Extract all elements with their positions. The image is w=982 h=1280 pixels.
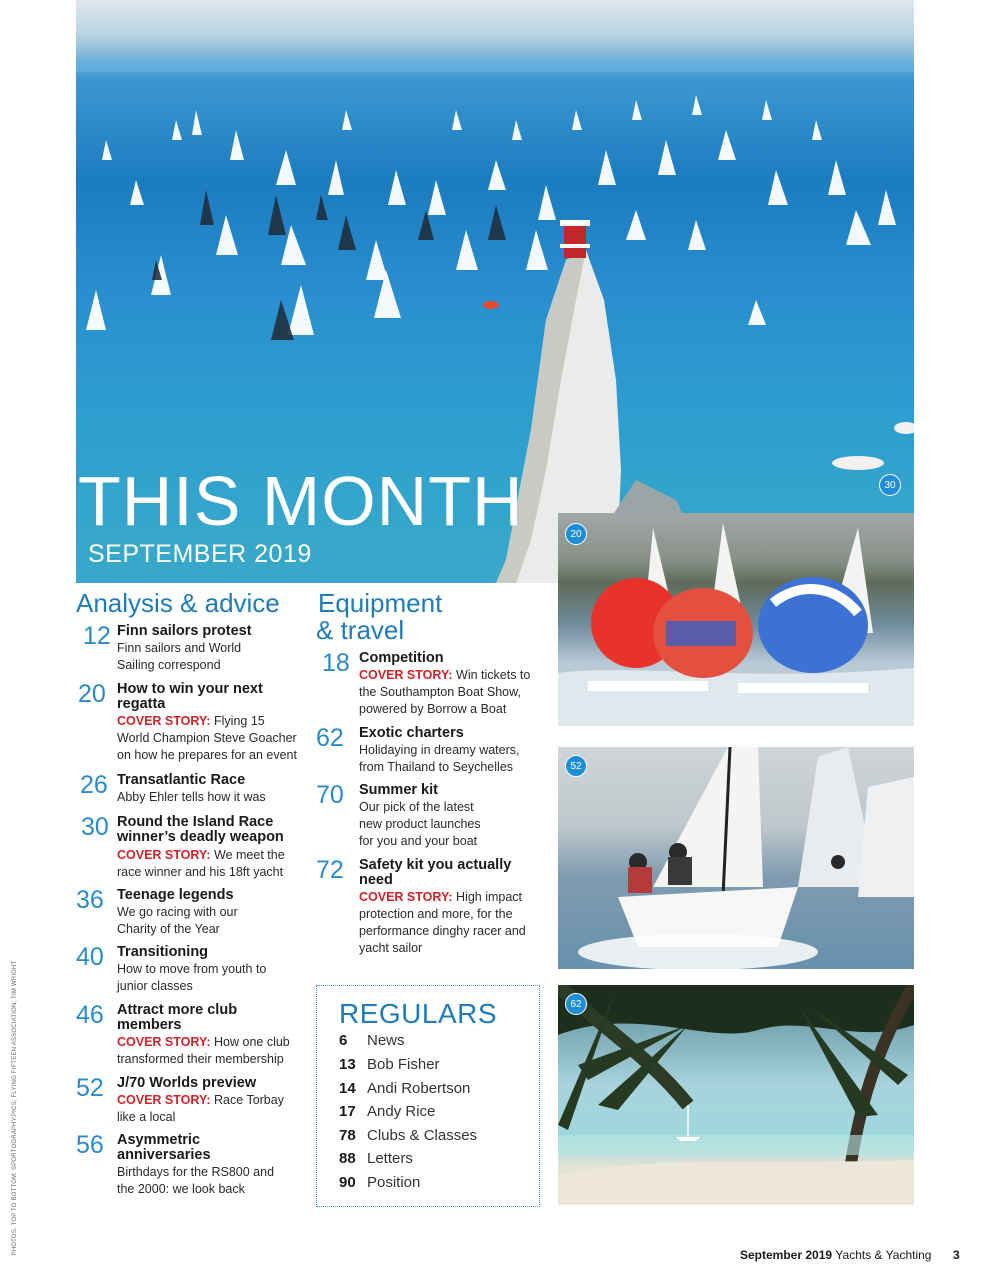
regular-name: Bob Fisher: [367, 1056, 440, 1073]
article-desc: We meet the race winner and his 18ft yacht: [117, 848, 285, 879]
regulars-heading: REGULARS: [339, 998, 498, 1029]
analysis-heading: Analysis & advice: [76, 588, 280, 618]
regular-name: Letters: [367, 1150, 413, 1167]
cover-story-label: COVER STORY:: [359, 890, 453, 904]
article-title: Transatlantic Race: [117, 772, 246, 788]
page-number: 46: [76, 1001, 104, 1029]
equipment-heading: Equipment: [318, 588, 443, 618]
page-badge: 20: [565, 523, 587, 545]
page-number: 14: [339, 1080, 356, 1097]
regular-name: News: [367, 1032, 405, 1049]
page-number: 40: [76, 943, 104, 971]
regulars-box: [316, 985, 540, 1207]
hero-photo: [76, 0, 914, 583]
page-number: 30: [81, 813, 109, 841]
cover-story-label: COVER STORY:: [117, 714, 211, 728]
regulars-item[interactable]: [339, 1127, 477, 1144]
page-number: 90: [339, 1174, 356, 1191]
regular-name: Andi Robertson: [367, 1080, 471, 1097]
article-title: Finn sailors protest: [117, 623, 252, 639]
article-desc: How one club transformed their membership: [117, 1035, 290, 1066]
page-number: 52: [76, 1074, 104, 1102]
page-number: 36: [76, 886, 104, 914]
page-number: 62: [316, 724, 344, 752]
beach-photo: [558, 985, 914, 1205]
regulars-item[interactable]: [339, 1174, 420, 1191]
lighthouse: [564, 222, 586, 258]
cover-story-label: COVER STORY:: [359, 668, 453, 682]
regulars-item[interactable]: [339, 1032, 405, 1049]
regulars-item[interactable]: [339, 1103, 435, 1120]
article-desc: High impact protection and more, for the performance dinghy racer and yacht sailor: [359, 890, 526, 955]
regular-name: Position: [367, 1174, 421, 1191]
regulars-item[interactable]: [339, 1150, 413, 1167]
dinghy-photo: [558, 513, 914, 726]
regulars-item[interactable]: [339, 1056, 440, 1073]
article-title: Safety kit you actually need: [359, 857, 512, 888]
article-desc: Abby Ehler tells how it was: [117, 790, 266, 804]
regulars-item[interactable]: [339, 1080, 470, 1097]
article-desc: Finn sailors and World Sailing correspond: [117, 641, 242, 672]
article-desc: We go racing with our Charity of the Year: [117, 905, 238, 936]
j70-photo: [558, 747, 914, 969]
footer-date: September 2019: [740, 1248, 833, 1262]
page-title: THIS MONTH: [78, 462, 524, 540]
article-desc: Birthdays for the RS800 and the 2000: we look back: [117, 1165, 275, 1196]
article-title: Round the Island Race winner’s deadly weapon: [117, 814, 284, 845]
cover-story-label: COVER STORY:: [117, 848, 211, 862]
article-desc: Win tickets to the Southampton Boat Show, powered by Borrow a Boat: [359, 668, 531, 716]
article-title: Attract more club members: [117, 1002, 238, 1033]
page-number: 12: [83, 622, 111, 650]
issue-date: SEPTEMBER 2019: [88, 540, 312, 568]
page-number: 17: [339, 1103, 356, 1120]
article-title: How to win your next regatta: [117, 681, 263, 712]
page-number: 56: [76, 1131, 104, 1159]
page-number: 6: [339, 1032, 348, 1049]
article-desc: Race Torbay like a local: [117, 1093, 284, 1124]
article-title: Exotic charters: [359, 725, 464, 741]
article-desc: Flying 15 World Champion Steve Goacher on how he prepares for an event: [117, 714, 297, 762]
page-badge: 62: [565, 993, 587, 1015]
article-title: J/70 Worlds preview: [117, 1075, 257, 1091]
page-number: 20: [78, 680, 106, 708]
page-badge: 52: [565, 755, 587, 777]
page-number: 78: [339, 1127, 356, 1144]
article-title: Asymmetric anniversaries: [117, 1132, 211, 1163]
page-number: 26: [80, 771, 108, 799]
page-number: 72: [316, 856, 344, 884]
page-footer: [740, 1248, 931, 1262]
page-number: 18: [322, 649, 350, 677]
article-desc: Our pick of the latest new product launches for you and your boat: [359, 800, 481, 848]
regular-name: Clubs & Classes: [367, 1127, 478, 1144]
equipment-heading-line2: & travel: [316, 615, 405, 645]
page-number: 88: [339, 1150, 356, 1167]
photo-credit: PHOTOS: TOP TO BOTTOM: SPORTOGRAPHY.PICS; FLYING FIFTEEN ASSOCIATION; TIM WRIGHT: [12, 960, 18, 1256]
page-number: 13: [339, 1056, 356, 1073]
regular-name: Andy Rice: [367, 1103, 436, 1120]
article-desc: Holidaying in dreamy waters, from Thailand to Seychelles: [359, 743, 520, 774]
article-title: Competition: [359, 650, 444, 666]
footer-magazine: Yachts & Yachting: [835, 1248, 932, 1262]
article-title: Transitioning: [117, 944, 209, 960]
cover-story-label: COVER STORY:: [117, 1035, 211, 1049]
article-title: Teenage legends: [117, 887, 234, 903]
page-number: 70: [316, 781, 344, 809]
page-badge: 30: [879, 474, 901, 496]
article-title: Summer kit: [359, 782, 438, 798]
cover-story-label: COVER STORY:: [117, 1093, 211, 1107]
article-desc: How to move from youth to junior classes: [117, 962, 267, 993]
page-number-footer: 3: [953, 1248, 960, 1262]
